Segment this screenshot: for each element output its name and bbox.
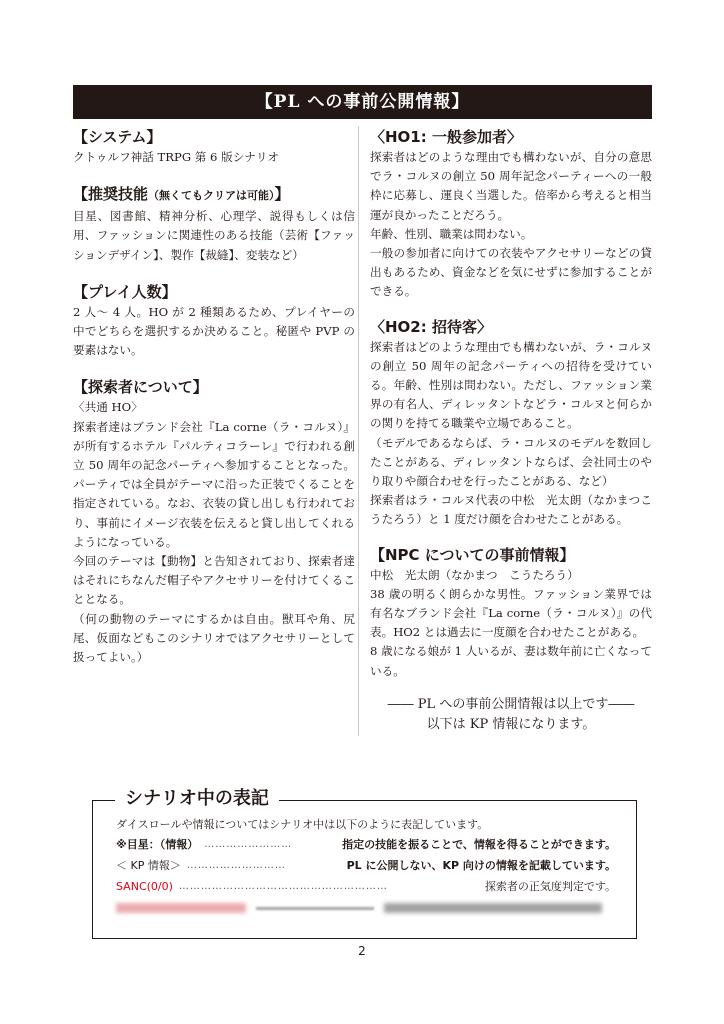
skills-heading-end: 】 — [274, 185, 290, 204]
notation-row-skill — [116, 837, 616, 853]
closing-line-2: 以下は KP 情報になります。 — [426, 716, 596, 732]
ho2-paragraph-3: 探索者はラ・コルヌ代表の中松 光太朗（なかまつこうたろう）と 1 度だけ顔を合わせたことがある。 — [370, 493, 652, 527]
common-ho-subheading: 〈共通 HO〉 — [73, 400, 143, 415]
blurred-term — [116, 903, 246, 913]
notation-leader: …………………… — [204, 839, 293, 850]
ho1-heading: 〈HO1: 一般参加者〉 — [370, 128, 522, 146]
blurred-leader — [256, 907, 374, 910]
ho2-heading: 〈HO2: 招待客〉 — [370, 317, 492, 336]
notation-row-sanc — [116, 879, 616, 895]
column-divider — [358, 126, 359, 736]
players-heading: 【プレイ人数】 — [73, 282, 177, 301]
npc-paragraph-1: 38 歳の明るく朗らかな男性。ファッション業界では有名なブランド会社『La corne（ラ・コルヌ）』の代表。HO2 とは過去に一度顔を合わせたことがある。 — [370, 586, 652, 640]
system-heading: 【システム】 — [73, 128, 162, 146]
ho1-paragraph-3: 一般の参加者に向けての衣装やアクセサリーなどの貸出もあるため、資金などを気にせずに参加することができる。 — [370, 246, 652, 299]
ho2-paragraph-1: 探索者はどのような理由でも構わないが、ラ・コルヌの創立 50 周年の記念パーティへの招待を受けている。年齢、性別は問わない。ただし、ファッション業界の有名人、ディレッタントなどラ・コルヌと何らかの関りを持てる職業や立場であること。 — [370, 339, 652, 431]
closing-note — [370, 695, 652, 735]
notation-desc — [485, 879, 616, 895]
npc-paragraph-2: 8 歳になる娘が 1 人いるが、妻は数年前に亡くなっている。 — [370, 644, 652, 678]
notation-title: シナリオ中の表記 — [115, 786, 279, 812]
notation-desc-text: 探索者の正気度判定です。 — [484, 880, 616, 893]
npc-heading: 【NPC についての事前情報】 — [370, 545, 575, 564]
notation-term: ※目星：（情報） — [116, 838, 199, 851]
system-text: クトゥルフ神話 TRPG 第 6 版シナリオ — [73, 150, 279, 164]
notation-row-blurred — [116, 903, 616, 913]
ho1-paragraph-2: 年齢、性別、職業は問わない。 — [370, 226, 533, 241]
ho2-paragraph-2: （モデルであるならば、ラ・コルヌのモデルを数回したことがある、ディレッタントならば、会社同士のやり取りや顔合わせを行ったことがある、など） — [370, 435, 652, 489]
skills-heading — [73, 183, 355, 207]
notation-desc: 指定の技能を振ることで、情報を得ることができます。 — [342, 838, 616, 851]
closing-line-1: ―― PL への事前公開情報は以上です―― — [387, 696, 635, 712]
skills-heading-label: 【推奨技能 — [73, 185, 149, 204]
skills-heading-note: （無くてもクリアは可能） — [148, 189, 275, 203]
common-ho-paragraph-1: 探索者達はブランド会社『La corne（ラ・コルヌ）』が所有するホテル『パルティコラーレ』で行われる創立 50 周年の記念パーティへ参加することとなった。パーティでは全員がテーマに沿った正装でくることを指定されている。なお、衣装の貸し出しも行われており、事前にイメージ衣装を伝えると貸し出してくれるようになっている。 — [73, 419, 355, 549]
right-column — [370, 126, 652, 735]
page-number: 2 — [358, 944, 366, 958]
players-text: 2 人～ 4 人。HO が 2 種類あるため、プレイヤーの中でどちらを選択するか決めること。秘匿や PVP の要素はない。 — [73, 304, 355, 358]
blurred-desc — [384, 903, 602, 913]
ho1-paragraph-1: 探索者はどのような理由でも構わないが、自分の意思でラ・コルヌの創立 50 周年記念パーティーへの一般枠に応募し、運良く当選した。倍率から考えると相当運が良かったことだろう。 — [370, 150, 652, 222]
left-column — [73, 126, 355, 667]
common-ho-paragraph-2: 今回のテーマは【動物】と告知されており、探索者達はそれにちなんだ帽子やアクセサリーを付けてくることとなる。 — [73, 554, 355, 607]
page-banner: 【PL への事前公開情報】 — [73, 85, 652, 119]
notation-box — [92, 788, 637, 939]
notation-term: ＜ KP 情報＞ — [116, 859, 181, 872]
notation-intro: ダイスロールや情報についてはシナリオ中は以下のように表記しています。 — [116, 818, 489, 831]
notation-leader: ……………………… — [186, 860, 286, 871]
common-ho-paragraph-3: （何の動物のテーマにするかは自由。獣耳や角、尻尾、仮面などもこのシナリオではアクセサリーとして扱ってよい。） — [73, 611, 355, 665]
investigators-heading: 【探索者について】 — [73, 378, 208, 397]
npc-name: 中松 光太朗（なかまつ こうたろう） — [370, 567, 579, 582]
notation-leader: ………………………………………………… — [178, 881, 388, 892]
notation-row-kp-info — [116, 858, 616, 874]
notation-desc: PL に公開しない、KP 向けの情報を記載しています。 — [346, 859, 616, 872]
skills-text: 目星、図書館、精神分析、心理学、説得もしくは信用、ファッションに関連性のある技能（芸術【ファッションデザイン】、製作【裁縫】、変装など） — [73, 209, 355, 262]
notation-term: SANC(0/0) — [116, 880, 173, 893]
